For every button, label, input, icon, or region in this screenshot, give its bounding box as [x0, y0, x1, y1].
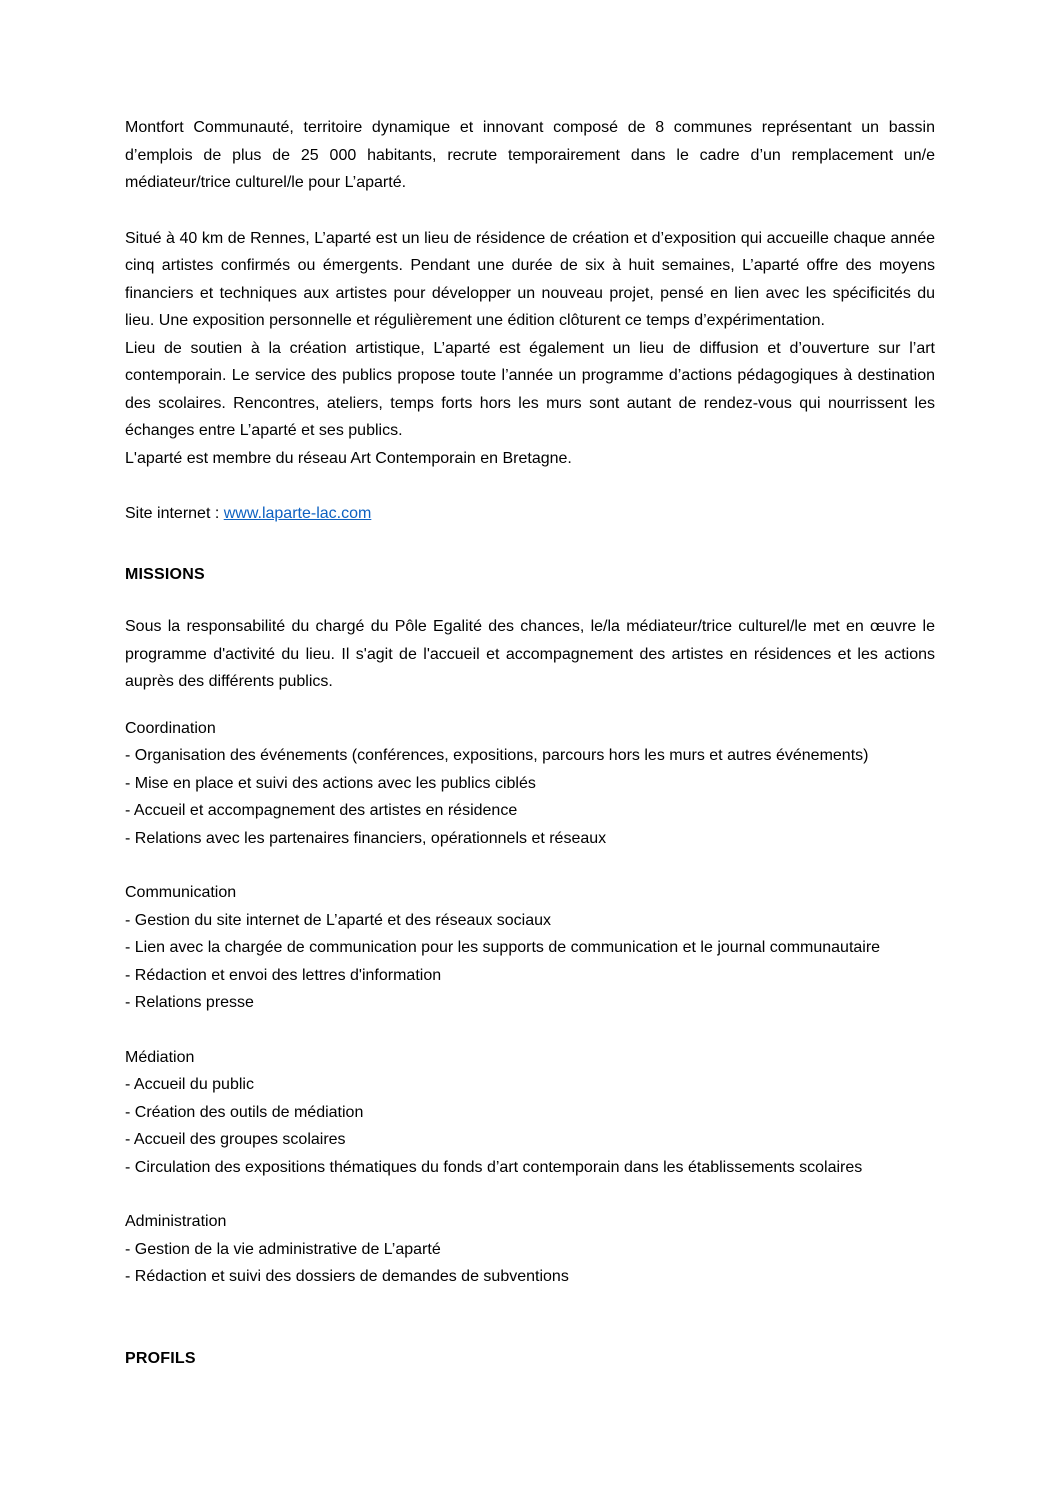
website-line	[125, 500, 935, 528]
mission-group-communication	[125, 879, 935, 1017]
list-item: - Accueil du public	[125, 1076, 254, 1093]
list-item: - Gestion du site internet de L’aparté et des réseaux sociaux	[125, 911, 552, 929]
website-link[interactable]: www.laparte-lac.com	[223, 505, 372, 522]
mission-group-administration	[125, 1208, 935, 1291]
list-item: - Accueil et accompagnement des artistes en résidence	[125, 802, 518, 819]
list-item: - Rédaction et envoi des lettres d'information	[125, 966, 442, 984]
network-membership-line: L'aparté est membre du réseau Art Contemporain en Bretagne.	[125, 449, 572, 467]
list-item: - Relations avec les partenaires financiers, opérationnels et réseaux	[125, 829, 607, 847]
mission-group-mediation	[125, 1044, 935, 1182]
mission-group-coordination	[125, 715, 935, 853]
group-title-mediation: Médiation	[125, 1048, 195, 1066]
group-title-coordination: Coordination	[125, 719, 216, 737]
list-item: - Lien avec la chargée de communication pour les supports de communication et le journal communautaire	[125, 939, 881, 956]
website-label: Site internet :	[125, 505, 224, 522]
list-item: - Création des outils de médiation	[125, 1103, 364, 1121]
intro-paragraph-3: Lieu de soutien à la création artistique, L’aparté est également un lieu de diffusion et d’ouverture sur l’art contemporain. Le service des publics propose toute l’année un programme d’actions pédagogiques à destination des scolaires. Rencontres, ateliers, temps forts hors les murs sont autant de rendez-vous qui nourrissent les échanges entre L’aparté et ses publics.	[125, 339, 935, 439]
list-item: - Accueil des groupes scolaires	[125, 1131, 346, 1148]
profils-heading: PROFILS	[125, 1349, 196, 1367]
group-title-administration: Administration	[125, 1213, 227, 1230]
list-item: - Relations presse	[125, 994, 254, 1011]
list-item: - Circulation des expositions thématiques du fonds d’art contemporain dans les établissements scolaires	[125, 1158, 863, 1176]
list-item: - Rédaction et suivi des dossiers de demandes de subventions	[125, 1268, 569, 1285]
intro-paragraph-1: Montfort Communauté, territoire dynamique et innovant composé de 8 communes représentant un bassin d’emplois de plus de 25 000 habitants, recrute temporairement dans le cadre d’un remplacement un/e médiateur/trice culturel/le pour L’aparté.	[125, 119, 935, 191]
group-title-communication: Communication	[125, 884, 237, 901]
missions-heading: MISSIONS	[125, 565, 205, 583]
intro-paragraph-2: Situé à 40 km de Rennes, L’aparté est un lieu de résidence de création et d’exposition qui accueille chaque année cinq artistes confirmés ou émergents. Pendant une durée de six à huit semaines, L’aparté offre des moyens financiers et techniques aux artistes pour développer un nouveau projet, pensé en lien avec les spécificités du lieu. Une exposition personnelle et régulièrement une édition clôturent ce temps d’expérimentation.	[125, 229, 935, 329]
missions-intro-paragraph: Sous la responsabilité du chargé du Pôle Egalité des chances, le/la médiateur/trice culturel/le met en œuvre le programme d'activité du lieu. Il s'agit de l'accueil et accompagnement des artistes en résidences et les actions auprès des différents publics.	[125, 618, 935, 690]
list-item: - Mise en place et suivi des actions avec les publics ciblés	[125, 774, 536, 792]
list-item: - Gestion de la vie administrative de L’aparté	[125, 1240, 441, 1258]
list-item: - Organisation des événements (conférences, expositions, parcours hors les murs et autres événements)	[125, 747, 869, 764]
